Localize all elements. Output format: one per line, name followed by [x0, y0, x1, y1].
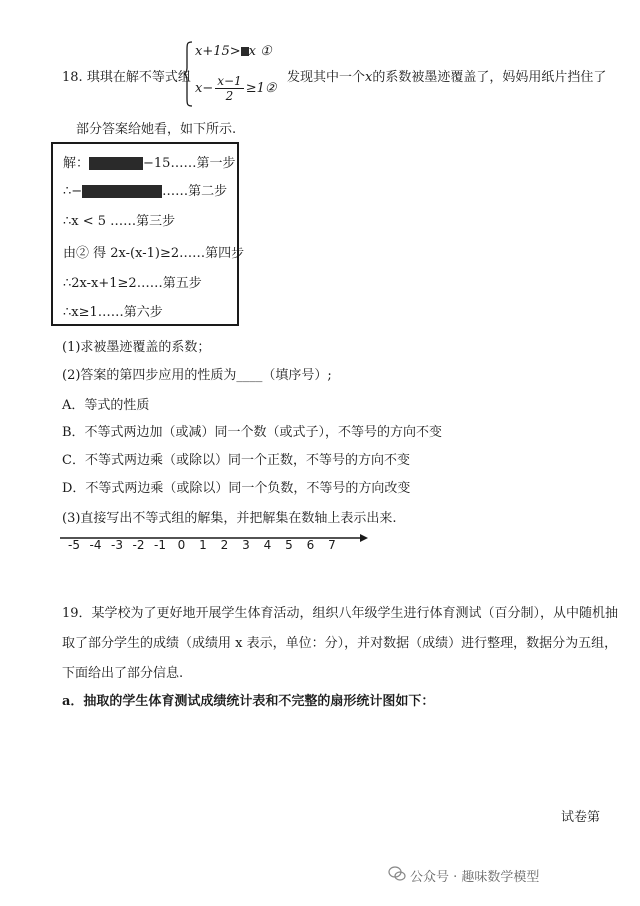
sub-question-2: (2)答案的第四步应用的性质为____（填序号）; [62, 368, 332, 383]
solution-step-4: 由② 得 2x-(x-1)≥2……第四步 [63, 246, 245, 261]
number-line-label: -5 [68, 538, 80, 552]
number-line-label: 7 [328, 538, 336, 552]
inequality-system [183, 40, 283, 108]
number-line-label: 0 [177, 538, 186, 552]
question-18-intro-rest: 发现其中一个x的系数被墨迹覆盖了，妈妈用纸片挡住了 [287, 70, 607, 85]
number-line-label: 2 [220, 538, 229, 552]
sub-question-1: (1)求被墨迹覆盖的系数； [62, 340, 211, 355]
solution-step-6: ∴x≥1……第六步 [63, 305, 163, 320]
number-line-label: 5 [285, 538, 293, 552]
watermark: 公众号 · 趣味数学模型 [410, 870, 540, 885]
page-footer: 试卷第 [560, 810, 600, 825]
solution-step-3: ∴x < 5 ……第三步 [63, 214, 176, 229]
option-a: A．等式的性质 [62, 398, 150, 413]
number-line-label: -4 [89, 538, 102, 552]
question-18-line2: 部分答案给她看，如下所示. [76, 122, 237, 137]
ink-blot [82, 185, 162, 198]
option-c: C．不等式两边乘（或除以）同一个正数，不等号的方向不变 [62, 453, 410, 468]
number-line-axis [60, 532, 370, 544]
arrow-icon [360, 534, 368, 542]
number-line-label: 1 [199, 538, 207, 552]
inequality-2: x− $\frac{x-1}{2}$ ≥1② [195, 74, 277, 103]
question-19-line2: 取了部分学生的成绩（成绩用 x 表示，单位：分），并对数据（成绩）进行整理，数据分为五组， [62, 636, 618, 651]
inequality-1: x+15> x ① [195, 44, 272, 59]
wechat-icon [388, 866, 406, 882]
question-19-line4: a．抽取的学生体育测试成绩统计表和不完整的扇形统计图如下： [62, 694, 435, 709]
ink-blot [241, 47, 249, 56]
option-d: D．不等式两边乘（或除以）同一个负数，不等号的方向改变 [62, 481, 411, 496]
number-line [60, 532, 370, 562]
number-line-label: 6 [306, 538, 315, 552]
question-19-line1: 19．某学校为了更好地开展学生体育活动，组织八年级学生进行体育测试（百分制），从中随机抽 [62, 606, 619, 621]
solution-box [51, 142, 245, 326]
ink-blot [89, 157, 143, 170]
number-line-label: -1 [154, 538, 166, 552]
option-b: B．不等式两边加（或减）同一个数（或式子），不等号的方向不变 [62, 425, 443, 440]
number-line-label: -2 [132, 538, 145, 552]
solution-step-1: 解： −15……第一步 [63, 156, 236, 171]
question-19-line3: 下面给出了部分信息. [62, 666, 184, 681]
number-line-label: 3 [242, 538, 250, 552]
brace-icon [183, 40, 193, 108]
question-18-number: 18. 琪琪在解不等式组 [62, 70, 191, 85]
number-line-label: 4 [263, 538, 272, 552]
solution-step-5: ∴2x-x+1≥2……第五步 [63, 276, 202, 291]
number-line-label: -3 [111, 538, 123, 552]
sub-question-3: (3)直接写出不等式组的解集，并把解集在数轴上表示出来. [62, 511, 397, 526]
solution-step-2: ∴− ……第二步 [63, 184, 228, 199]
